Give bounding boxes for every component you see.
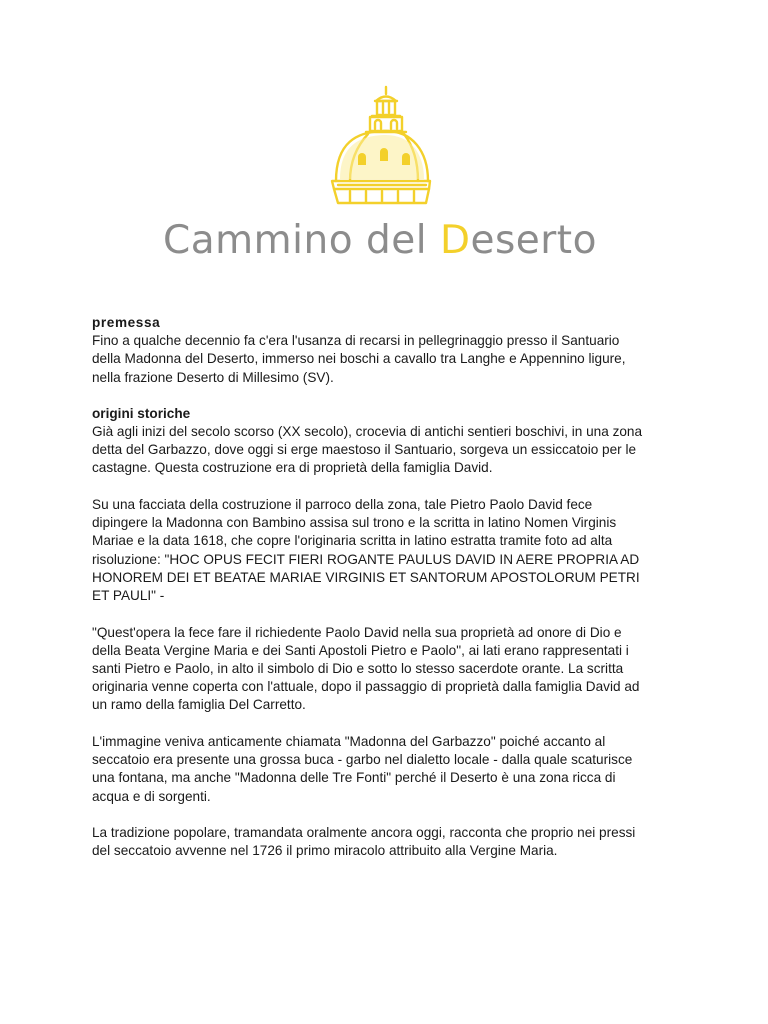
text-line: Fino a qualche decennio fa c'era l'usanza di recarsi in pellegrinaggio presso il Santuario <box>92 333 620 349</box>
section-premessa <box>92 314 692 387</box>
text-line: La tradizione popolare, tramandata oralmente ancora oggi, racconta che proprio nei pressi <box>92 825 636 841</box>
dome-icon <box>328 85 432 205</box>
paragraph <box>92 332 692 387</box>
section-heading: origini storiche <box>92 405 191 421</box>
text-line: ET PAULI" - <box>92 588 165 604</box>
text-line: seccatoio era presente una grossa buca - garbo nel dialetto locale - dalla quale scaturisce <box>92 752 633 768</box>
paragraph <box>92 624 692 715</box>
text-line: del seccatoio avvenne nel 1726 il primo miracolo attribuito alla Vergine Maria. <box>92 843 558 859</box>
title-accent-letter: D <box>439 218 471 263</box>
text-line: Su una facciata della costruzione il parroco della zona, tale Pietro Paolo David fece <box>92 497 593 513</box>
text-line: risoluzione: "HOC OPUS FECIT FIERI ROGANTE PAULUS DAVID IN AERE PROPRIA AD <box>92 551 640 567</box>
text-line: Già agli inizi del secolo scorso (XX secolo), crocevia di antichi sentieri boschivi, in una zona <box>92 424 643 440</box>
text-line: originaria venne coperta con l'attuale, dopo il passaggio di proprietà dalla famiglia David ad <box>92 679 640 695</box>
paragraph <box>92 824 692 860</box>
title-prefix: Cammino del <box>163 218 440 263</box>
paragraph <box>92 423 692 478</box>
section-heading: premessa <box>92 315 161 330</box>
document-title <box>0 218 760 263</box>
document-body <box>92 314 692 861</box>
paragraph <box>92 733 692 806</box>
text-line: un ramo della famiglia Del Carretto. <box>92 697 306 713</box>
text-line: "Quest'opera la fece fare il richiedente Paolo David nella sua proprietà ad onore di Dio e <box>92 624 622 640</box>
text-line: santi Pietro e Paolo, in alto il simbolo di Dio e sotto lo stesso sacerdote orante. La scritta <box>92 661 624 677</box>
title-suffix: eserto <box>470 218 597 263</box>
text-line: acqua e di sorgenti. <box>92 788 211 804</box>
paragraph <box>92 496 692 605</box>
text-line: detta del Garbazzo, dove oggi si erge maestoso il Santuario, sorgeva un essiccatoio per le <box>92 442 637 458</box>
text-line: L'immagine veniva anticamente chiamata "Madonna del Garbazzo" poiché accanto al <box>92 734 606 750</box>
section-origini-storiche <box>92 405 692 861</box>
text-line: della Beata Vergine Maria e dei Santi Apostoli Pietro e Paolo", ai lati erano rappresentati i <box>92 642 629 658</box>
text-line: della Madonna del Deserto, immerso nei boschi a cavallo tra Langhe e Appennino ligure, <box>92 351 626 367</box>
text-line: una fontana, ma anche "Madonna delle Tre Fonti" perché il Deserto è una zona ricca di <box>92 770 616 786</box>
text-line: HONOREM DEI ET BEATAE MARIAE VIRGINIS ET SANTORUM APOSTOLORUM PETRI <box>92 569 640 585</box>
text-line: dipingere la Madonna con Bambino assisa sul trono e la scritta in latino Nomen Virginis <box>92 515 617 531</box>
text-line: castagne. Questa costruzione era di proprietà della famiglia David. <box>92 460 493 476</box>
text-line: nella frazione Deserto di Millesimo (SV). <box>92 369 334 385</box>
text-line: Mariae e la data 1618, che copre l'originaria scritta in latino estratta tramite foto ad alta <box>92 533 613 549</box>
